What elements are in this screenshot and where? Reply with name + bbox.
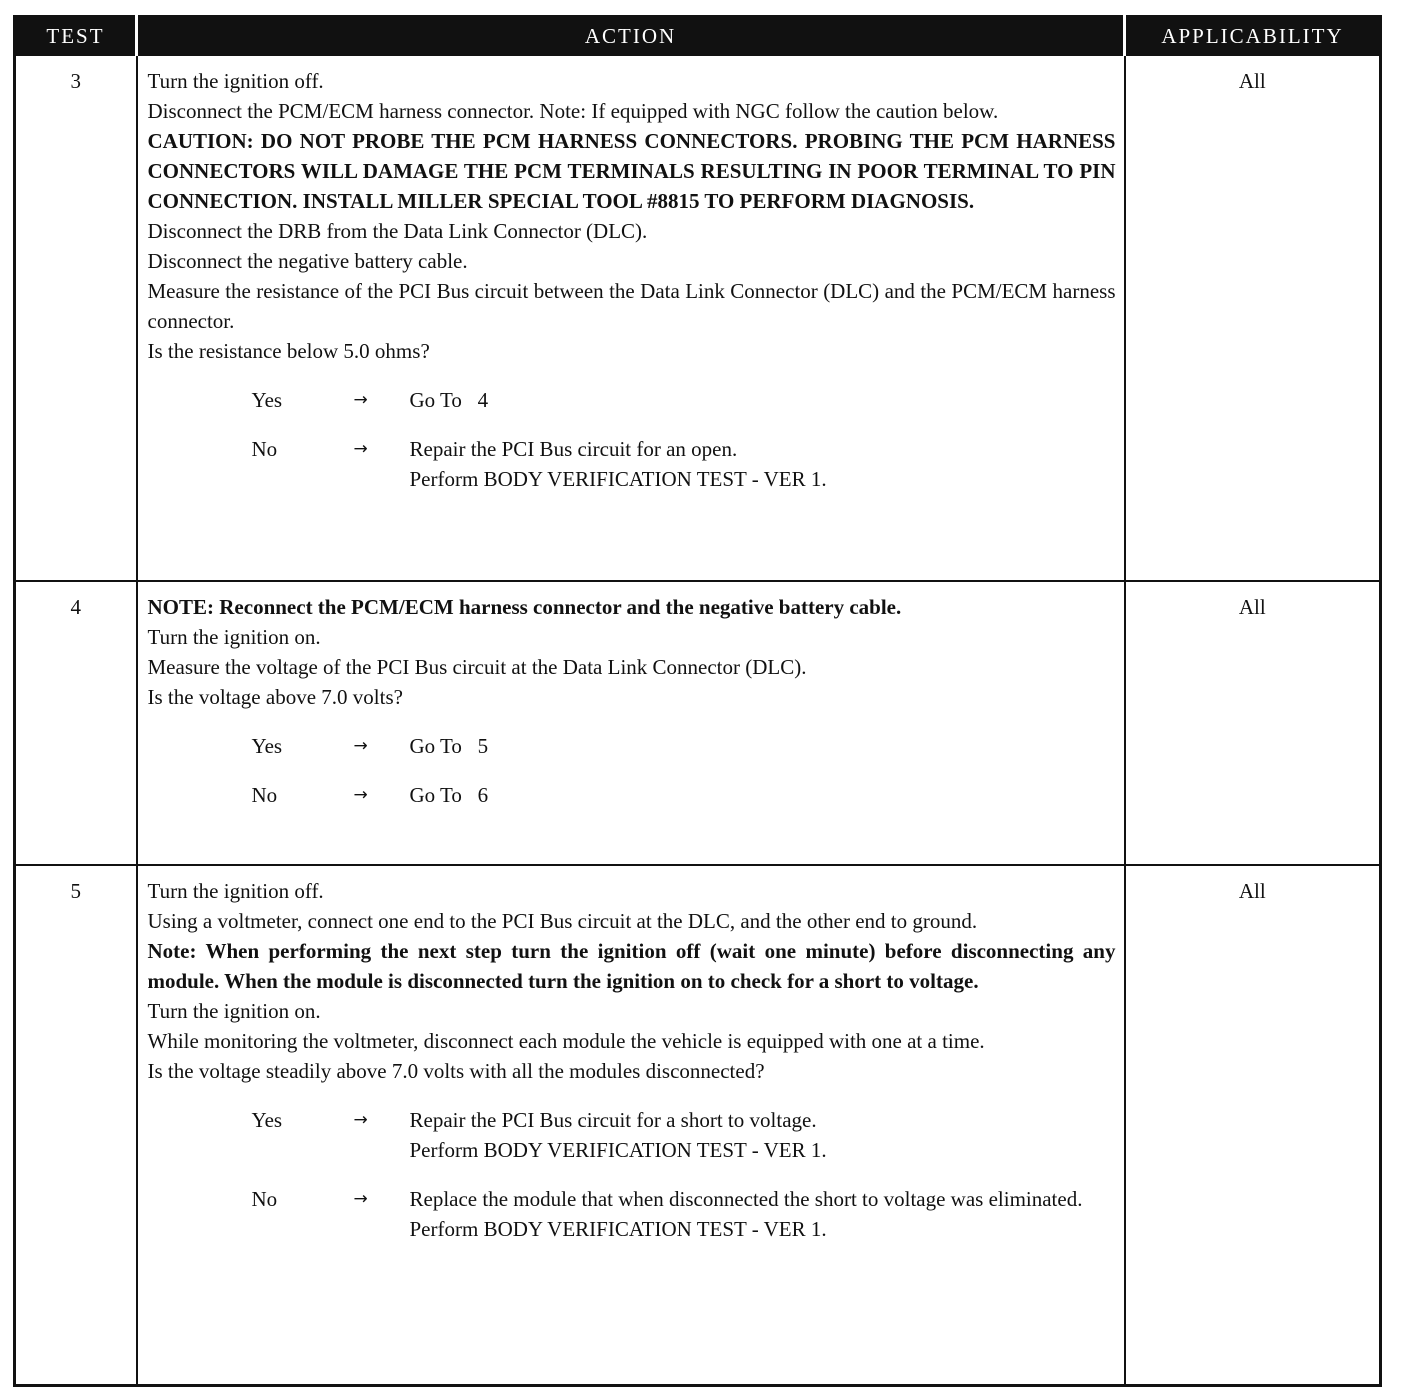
no-result: Replace the module that when disconnected the short to voltage was eliminated.: [409, 1187, 1083, 1211]
note-text: NOTE: Reconnect the PCM/ECM harness connector and the negative battery cable.: [147, 595, 902, 619]
table-row-test-3: [15, 55, 1381, 581]
table-row-test-5: [15, 865, 1381, 1386]
no-result: Go To 6: [409, 783, 489, 807]
header-test: TEST: [15, 17, 137, 56]
test-number: 4: [15, 581, 137, 865]
question-text: Is the resistance below 5.0 ohms?: [147, 339, 430, 363]
no-label: No: [251, 1187, 278, 1211]
action-line: Turn the ignition off.: [147, 879, 324, 903]
header-applicability: APPLICABILITY: [1125, 17, 1381, 56]
no-result: Repair the PCI Bus circuit for an open.: [409, 437, 738, 461]
applicability-cell: All: [1125, 865, 1381, 1386]
arrow-icon: →: [353, 1110, 368, 1130]
note-text: Note: When performing the next step turn the ignition off (wait one minute) before disconnecting any module. When the module is disconnected turn the ignition on to check for a short to voltage.: [147, 939, 1116, 993]
yes-branch: [148, 731, 1116, 761]
action-line: Using a voltmeter, connect one end to the PCI Bus circuit at the DLC, and the other end to ground.: [147, 909, 978, 933]
action-line: Disconnect the PCM/ECM harness connector. Note: If equipped with NGC follow the caution below.: [147, 99, 999, 123]
no-branch: [148, 1184, 1116, 1244]
yes-branch: [148, 385, 1116, 415]
no-branch: [148, 780, 1116, 810]
caution-text: CAUTION: DO NOT PROBE THE PCM HARNESS CONNECTORS. PROBING THE PCM HARNESS CONNECTORS WILL DAMAGE THE PCM TERMINALS RESULTING IN POOR TERMINAL TO PIN CONNECTION. INSTALL MILLER SPECIAL TOOL #8815 TO PERFORM DIAGNOSIS.: [147, 129, 1116, 213]
yes-result: Go To 4: [409, 388, 489, 412]
yes-label: Yes: [251, 734, 283, 758]
action-line: Turn the ignition on.: [147, 999, 321, 1023]
arrow-icon: →: [353, 1189, 368, 1209]
yes-label: Yes: [251, 388, 283, 412]
applicability-cell: All: [1125, 55, 1381, 581]
question-text: Is the voltage above 7.0 volts?: [147, 685, 403, 709]
action-line: Turn the ignition off.: [147, 69, 324, 93]
action-line: Measure the voltage of the PCI Bus circuit at the Data Link Connector (DLC).: [147, 655, 807, 679]
yes-result: Perform BODY VERIFICATION TEST - VER 1.: [409, 1138, 827, 1162]
no-result: Perform BODY VERIFICATION TEST - VER 1.: [409, 467, 827, 491]
arrow-icon: →: [353, 736, 368, 756]
yes-result: Repair the PCI Bus circuit for a short to voltage.: [409, 1108, 817, 1132]
action-line: While monitoring the voltmeter, disconnect each module the vehicle is equipped with one at a time.: [147, 1029, 985, 1053]
action-line: Measure the resistance of the PCI Bus circuit between the Data Link Connector (DLC) and the PCM/ECM harness connector.: [147, 279, 1116, 333]
table-row-test-4: [15, 581, 1381, 865]
header-action: ACTION: [137, 17, 1125, 56]
action-cell: [137, 55, 1125, 581]
action-cell: [137, 581, 1125, 865]
yes-branch: [148, 1105, 1116, 1165]
action-line: Turn the ignition on.: [147, 625, 321, 649]
arrow-icon: →: [353, 390, 368, 410]
no-label: No: [251, 783, 278, 807]
test-number: 5: [15, 865, 137, 1386]
no-branch: [148, 434, 1116, 494]
action-line: Disconnect the negative battery cable.: [147, 249, 468, 273]
table-header-row: [15, 17, 1381, 56]
question-text: Is the voltage steadily above 7.0 volts with all the modules disconnected?: [147, 1059, 765, 1083]
diagnostic-table: [13, 15, 1382, 1387]
action-line: Disconnect the DRB from the Data Link Connector (DLC).: [147, 219, 648, 243]
arrow-icon: →: [353, 439, 368, 459]
yes-result: Go To 5: [409, 734, 489, 758]
test-number: 3: [15, 55, 137, 581]
no-result: Perform BODY VERIFICATION TEST - VER 1.: [409, 1217, 827, 1241]
action-cell: [137, 865, 1125, 1386]
yes-label: Yes: [251, 1108, 283, 1132]
no-label: No: [251, 437, 278, 461]
applicability-cell: All: [1125, 581, 1381, 865]
arrow-icon: →: [353, 785, 368, 805]
